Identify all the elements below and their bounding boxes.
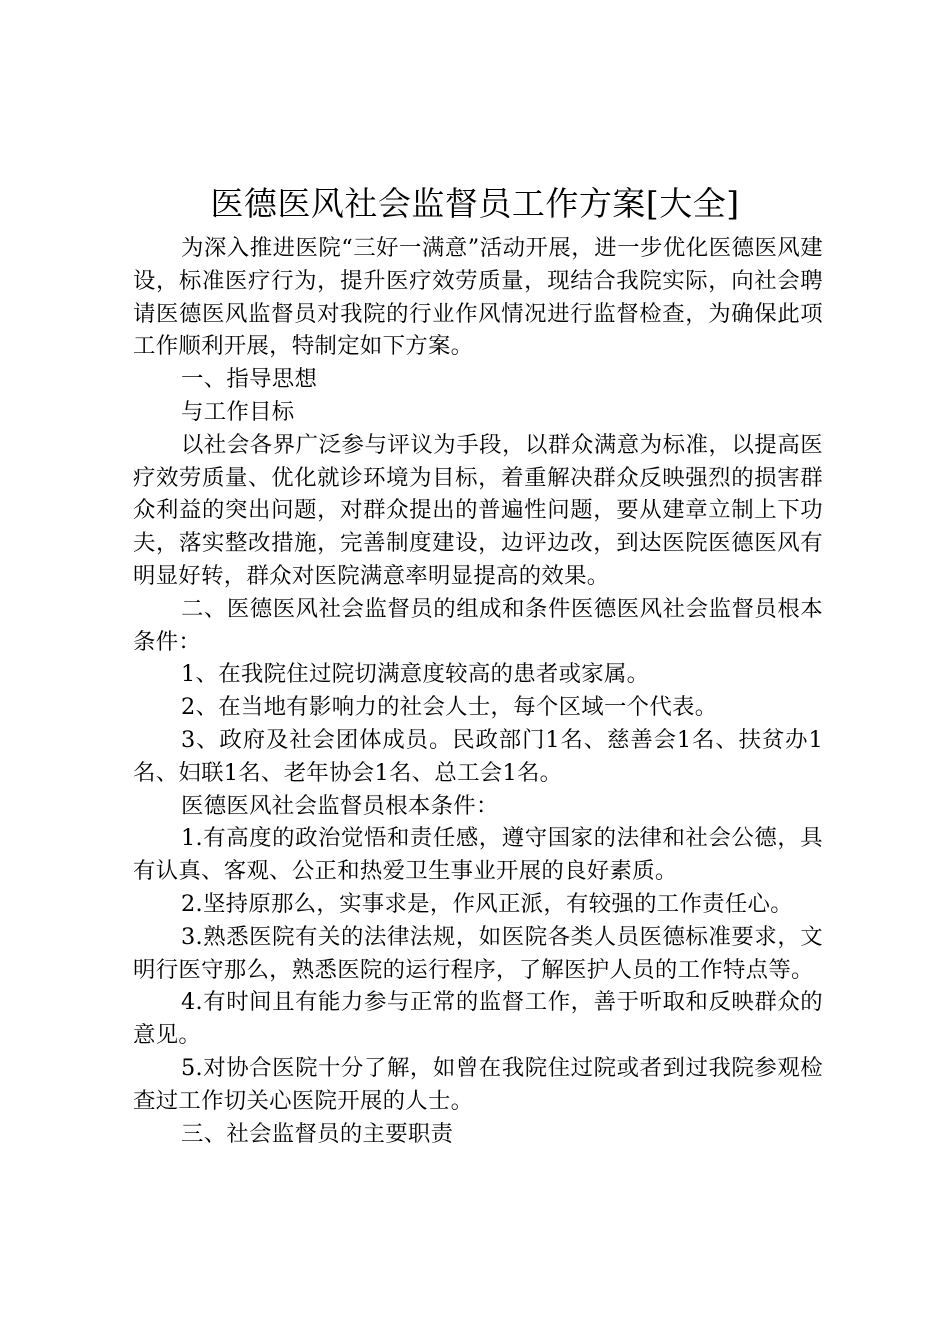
heading-work-goals: 与工作目标 [181,398,295,425]
list-item: 2、在当地有影响力的社会人士，每个区域一个代表。 [181,694,718,721]
list-item: 1.有高度的政治觉悟和责任感，遵守国家的法律和社会公德，具有认真、客观、公正和热爱卫生事业开展的良好素质。 [133,825,823,885]
heading-main-duties: 三、社会监督员的主要职责 [181,1120,454,1147]
heading-composition: 二、医德医风社会监督员的组成和条件医德医风社会监督员根本条件： [133,595,823,655]
list-item: 3、政府及社会团体成员。民政部门1名、慈善会1名、扶贫办1名、妇联1名、老年协会1名、总工会1名。 [133,726,823,786]
list-item: 2.坚持原那么，实事求是，作风正派，有较强的工作责任心。 [181,890,793,917]
list-item: 5.对协合医院十分了解，如曾在我院住过院或者到过我院参观检查过工作切关心医院开展的人士。 [133,1054,823,1114]
list-item: 4.有时间且有能力参与正常的监督工作，善于听取和反映群众的意见。 [133,989,823,1049]
document-title: 医德医风社会监督员工作方案[大全] [210,184,740,223]
heading-basic-conditions: 医德医风社会监督员根本条件： [181,792,499,819]
paragraph-intro: 为深入推进医院“三好一满意”活动开展，进一步优化医德医风建设，标准医疗行为，提升医疗效劳质量，现结合我院实际，向社会聘请医德医风监督员对我院的行业作风情况进行监督检查，为确保此项工作顺利开展，特制定如下方案。 [133,235,823,360]
paragraph-goals: 以社会各界广泛参与评议为手段，以群众满意为标准，以提高医疗效劳质量、优化就诊环境为目标，着重解决群众反映强烈的损害群众利益的突出问题，对群众提出的普遍性问题，要从建章立制上下功夫，落实整改措施，完善制度建设，边评边改，到达医院医德医风有明显好转，群众对医院满意率明显提高的效果。 [133,431,823,589]
list-item: 3.熟悉医院有关的法律法规，如医院各类人员医德标准要求，文明行医守那么，熟悉医院的运行程序，了解医护人员的工作特点等。 [133,923,823,983]
list-item: 1、在我院住过院切满意度较高的患者或家属。 [181,661,650,688]
document-body [133,232,823,1150]
heading-guiding-ideology: 一、指导思想 [181,366,318,393]
